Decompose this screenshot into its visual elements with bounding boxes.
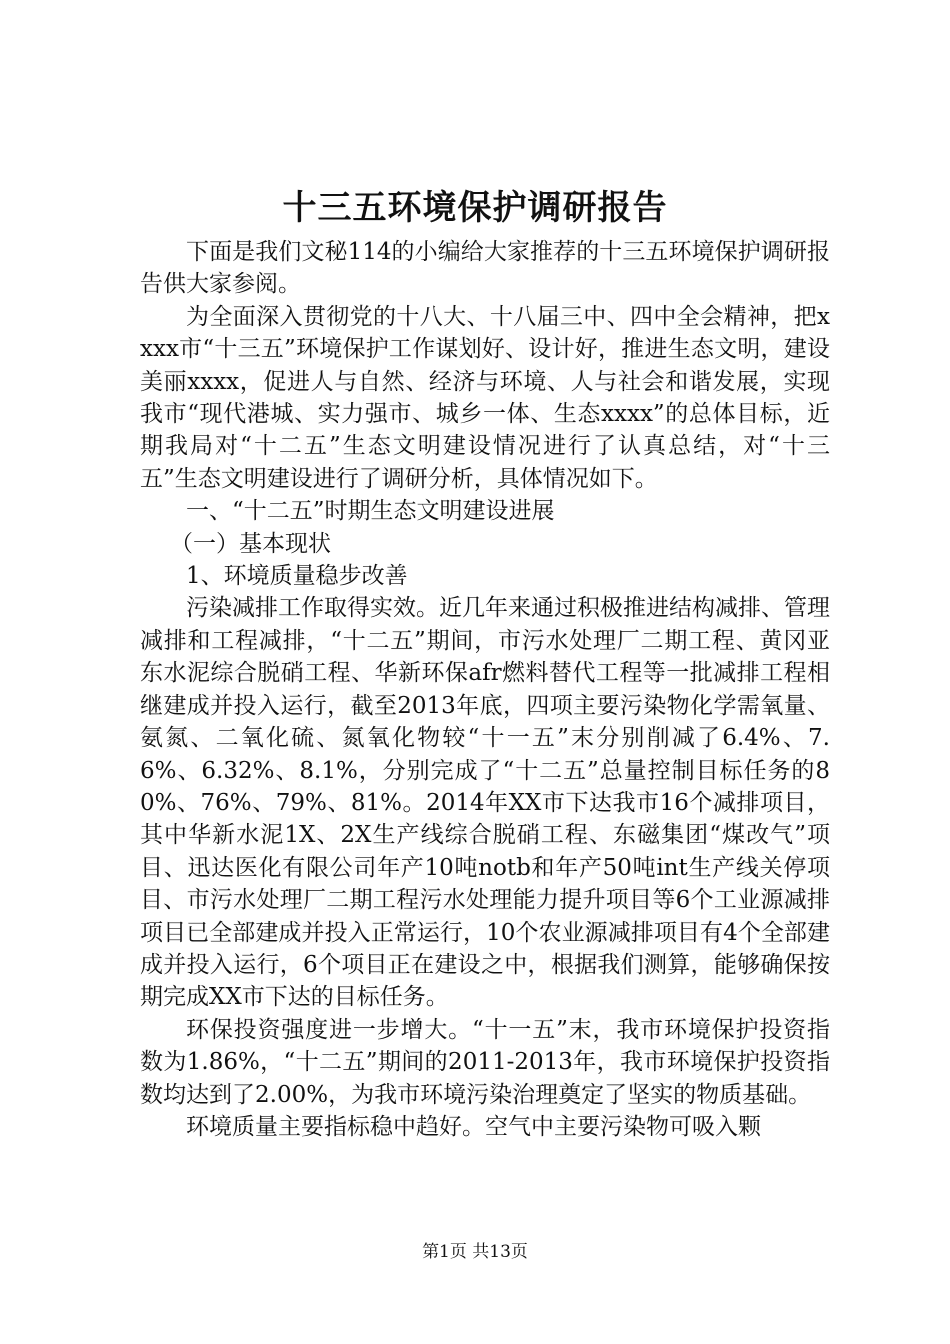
subsection-heading: （一）基本现状: [170, 530, 331, 557]
item-heading: 1、环境质量稳步改善: [186, 563, 408, 590]
section-heading: 一、“十二五”时期生态文明建设进展: [186, 498, 555, 525]
quality-paragraph: 环境质量主要指标稳中趋好。空气中主要污染物可吸入颗: [186, 1113, 761, 1140]
intro-paragraph: 下面是我们文秘114的小编给大家推荐的十三五环境保护调研报告供大家参阅。: [140, 239, 830, 298]
document-body: [140, 236, 830, 1143]
emission-reduction-paragraph: 污染减排工作取得实效。近几年来通过积极推进结构减排、管理减排和工程减排，“十二五”期间，市污水处理厂二期工程、黄冈亚东水泥综合脱硝工程、华新环保afr燃料替代工程等一批减排工程相继建成并投入运行，截至2013年底，四项主要污染物化学需氧量、氨氮、二氧化硫、氮氧化物较“十一五”末分别削减了6.4%、7.6%、6.32%、8.1%，分别完成了“十二五”总量控制目标任务的80%、76%、79%、81%。2014年XX市下达我市16个减排项目，其中华新水泥1X、2X生产线综合脱硝工程、东磁集团“煤改气”项目、迅达医化有限公司年产10吨notb和年产50吨int生产线关停项目、市污水处理厂二期工程污水处理能力提升项目等6个工业源减排项目已全部建成并投入正常运行，10个农业源减排项目有4个全部建成并投入运行，6个项目正在建设之中，根据我们测算，能够确保按期完成XX市下达的目标任务。: [140, 595, 830, 1011]
document-title: 十三五环境保护调研报告: [282, 188, 668, 228]
purpose-paragraph: 为全面深入贯彻党的十八大、十八届三中、四中全会精神，把xxxx市“十三五”环境保护工作谋划好、设计好，推进生态文明，建设美丽xxxx，促进人与自然、经济与环境、人与社会和谐发展，实现我市“现代港城、实力强市、城乡一体、生态xxxx”的总体目标，近期我局对“十二五”生态文明建设情况进行了认真总结，对“十三五”生态文明建设进行了调研分析，具体情况如下。: [140, 303, 830, 492]
investment-paragraph: 环保投资强度进一步增大。“十一五”末，我市环境保护投资指数为1.86%，“十二五”期间的2011-2013年，我市环境保护投资指数均达到了2.00%，为我市环境污染治理奠定了坚实的物质基础。: [140, 1016, 830, 1108]
page-footer: 第1页 共13页: [422, 1242, 528, 1262]
